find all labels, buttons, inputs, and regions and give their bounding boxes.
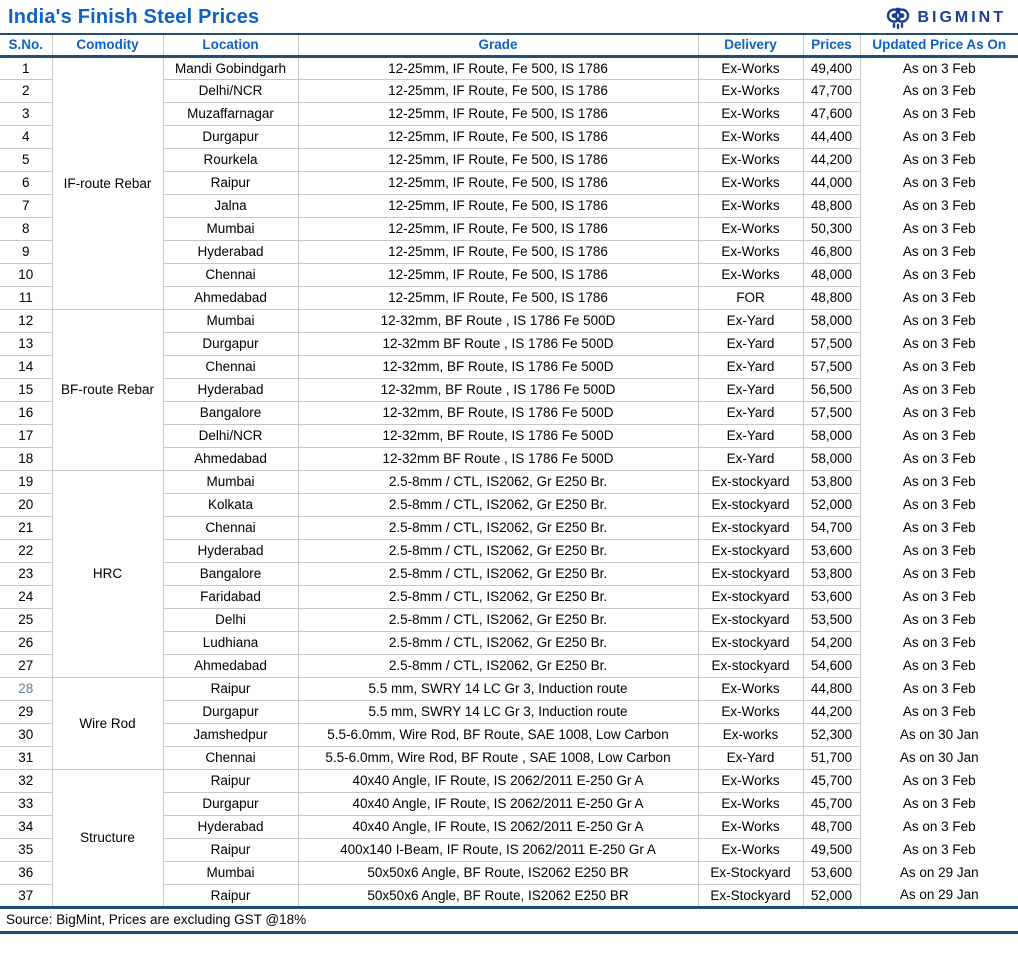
- column-header-delivery: Delivery: [698, 34, 803, 56]
- updated-date-cell: As on 3 Feb: [902, 819, 976, 834]
- grade-cell: 2.5-8mm / CTL, IS2062, Gr E250 Br.: [298, 654, 698, 677]
- price-cell: 45,700: [803, 792, 860, 815]
- grade-cell: 50x50x6 Angle, BF Route, IS2062 E250 BR: [298, 884, 698, 907]
- location-cell: Rourkela: [163, 148, 298, 171]
- delivery-cell: Ex-Yard: [698, 401, 803, 424]
- updated-date-cell: As on 3 Feb: [902, 382, 976, 397]
- table-row-32: [0, 769, 1018, 792]
- location-cell: Jalna: [163, 194, 298, 217]
- comodity-group-cell: Structure: [52, 769, 163, 907]
- sno-cell: 31: [0, 746, 52, 769]
- location-cell: Raipur: [163, 838, 298, 861]
- table-row-19: [0, 470, 1018, 493]
- sno-cell: 24: [0, 585, 52, 608]
- price-cell: 52,300: [803, 723, 860, 746]
- grade-cell: 12-25mm, IF Route, Fe 500, IS 1786: [298, 125, 698, 148]
- location-cell: Mandi Gobindgarh: [163, 56, 298, 79]
- delivery-cell: Ex-Works: [698, 838, 803, 861]
- delivery-cell: FOR: [698, 286, 803, 309]
- sno-cell: 7: [0, 194, 52, 217]
- grade-cell: 12-25mm, IF Route, Fe 500, IS 1786: [298, 217, 698, 240]
- location-cell: Muzaffarnagar: [163, 102, 298, 125]
- delivery-cell: Ex-Works: [698, 148, 803, 171]
- grade-cell: 12-32mm BF Route , IS 1786 Fe 500D: [298, 447, 698, 470]
- price-cell: 53,500: [803, 608, 860, 631]
- location-cell: Delhi/NCR: [163, 424, 298, 447]
- updated-date-cell: As on 3 Feb: [902, 129, 976, 144]
- location-cell: Mumbai: [163, 217, 298, 240]
- location-cell: Raipur: [163, 677, 298, 700]
- sno-cell: 35: [0, 838, 52, 861]
- location-cell: Chennai: [163, 516, 298, 539]
- grade-cell: 2.5-8mm / CTL, IS2062, Gr E250 Br.: [298, 631, 698, 654]
- delivery-cell: Ex-Yard: [698, 309, 803, 332]
- grade-cell: 5.5 mm, SWRY 14 LC Gr 3, Induction route: [298, 700, 698, 723]
- delivery-cell: Ex-stockyard: [698, 470, 803, 493]
- price-cell: 49,400: [803, 56, 860, 79]
- delivery-cell: Ex-Works: [698, 769, 803, 792]
- delivery-cell: Ex-Yard: [698, 746, 803, 769]
- grade-cell: 2.5-8mm / CTL, IS2062, Gr E250 Br.: [298, 608, 698, 631]
- column-header-location: Location: [163, 34, 298, 56]
- location-cell: Hyderabad: [163, 539, 298, 562]
- grade-cell: 12-25mm, IF Route, Fe 500, IS 1786: [298, 194, 698, 217]
- grade-cell: 2.5-8mm / CTL, IS2062, Gr E250 Br.: [298, 470, 698, 493]
- sno-cell: 25: [0, 608, 52, 631]
- grade-cell: 12-25mm, IF Route, Fe 500, IS 1786: [298, 148, 698, 171]
- delivery-cell: Ex-stockyard: [698, 585, 803, 608]
- price-cell: 47,600: [803, 102, 860, 125]
- price-cell: 54,200: [803, 631, 860, 654]
- updated-date-cell: As on 3 Feb: [902, 589, 976, 604]
- delivery-cell: Ex-Yard: [698, 424, 803, 447]
- price-cell: 49,500: [803, 838, 860, 861]
- comodity-group-cell: Wire Rod: [52, 677, 163, 769]
- location-cell: Ahmedabad: [163, 654, 298, 677]
- delivery-cell: Ex-Works: [698, 815, 803, 838]
- grade-cell: 5.5 mm, SWRY 14 LC Gr 3, Induction route: [298, 677, 698, 700]
- grade-cell: 40x40 Angle, IF Route, IS 2062/2011 E-250 Gr A: [298, 792, 698, 815]
- delivery-cell: Ex-Works: [698, 263, 803, 286]
- price-cell: 48,800: [803, 286, 860, 309]
- column-header-updated-price-as-on: Updated Price As On: [860, 34, 1018, 56]
- sno-cell: 12: [0, 309, 52, 332]
- grade-cell: 12-32mm, BF Route, IS 1786 Fe 500D: [298, 355, 698, 378]
- sno-cell: 8: [0, 217, 52, 240]
- price-cell: 53,600: [803, 861, 860, 884]
- location-cell: Chennai: [163, 355, 298, 378]
- sno-cell: 13: [0, 332, 52, 355]
- location-cell: Raipur: [163, 884, 298, 907]
- grade-cell: 12-32mm, BF Route, IS 1786 Fe 500D: [298, 424, 698, 447]
- price-cell: 52,000: [803, 884, 860, 907]
- delivery-cell: Ex-Works: [698, 102, 803, 125]
- price-cell: 44,200: [803, 148, 860, 171]
- sno-cell: 16: [0, 401, 52, 424]
- steel-prices-table: [0, 33, 1018, 909]
- updated-date-cell: As on 3 Feb: [902, 474, 976, 489]
- grade-cell: 5.5-6.0mm, Wire Rod, BF Route, SAE 1008, Low Carbon: [298, 723, 698, 746]
- delivery-cell: Ex-Yard: [698, 378, 803, 401]
- price-cell: 44,000: [803, 171, 860, 194]
- sno-cell: 37: [0, 884, 52, 907]
- price-cell: 44,200: [803, 700, 860, 723]
- updated-date-cell: As on 3 Feb: [902, 405, 976, 420]
- location-cell: Kolkata: [163, 493, 298, 516]
- location-cell: Mumbai: [163, 470, 298, 493]
- table-header-row: [0, 34, 1018, 56]
- sno-cell: 22: [0, 539, 52, 562]
- delivery-cell: Ex-works: [698, 723, 803, 746]
- sno-cell: 5: [0, 148, 52, 171]
- delivery-cell: Ex-stockyard: [698, 654, 803, 677]
- grade-cell: 50x50x6 Angle, BF Route, IS2062 E250 BR: [298, 861, 698, 884]
- grade-cell: 12-25mm, IF Route, Fe 500, IS 1786: [298, 263, 698, 286]
- sno-cell: 26: [0, 631, 52, 654]
- grade-cell: 12-25mm, IF Route, Fe 500, IS 1786: [298, 171, 698, 194]
- grade-cell: 2.5-8mm / CTL, IS2062, Gr E250 Br.: [298, 539, 698, 562]
- updated-date-cell: As on 3 Feb: [902, 612, 976, 627]
- sno-cell: 2: [0, 79, 52, 102]
- sno-cell: 28: [0, 677, 52, 700]
- comodity-group-cell: HRC: [52, 470, 163, 677]
- delivery-cell: Ex-Works: [698, 194, 803, 217]
- table-row-28: [0, 677, 1018, 700]
- updated-date-cell: As on 3 Feb: [902, 244, 976, 259]
- price-cell: 57,500: [803, 355, 860, 378]
- sno-cell: 14: [0, 355, 52, 378]
- updated-date-cell: As on 3 Feb: [902, 543, 976, 558]
- sno-cell: 32: [0, 769, 52, 792]
- grade-cell: 2.5-8mm / CTL, IS2062, Gr E250 Br.: [298, 493, 698, 516]
- updated-date-cell: As on 3 Feb: [902, 566, 976, 581]
- table-row-1: [0, 56, 1018, 79]
- location-cell: Bangalore: [163, 562, 298, 585]
- sno-cell: 21: [0, 516, 52, 539]
- location-cell: Delhi/NCR: [163, 79, 298, 102]
- delivery-cell: Ex-Yard: [698, 447, 803, 470]
- price-cell: 58,000: [803, 309, 860, 332]
- updated-date-cell: As on 3 Feb: [902, 842, 976, 857]
- grade-cell: 12-25mm, IF Route, Fe 500, IS 1786: [298, 79, 698, 102]
- updated-date-cell: As on 3 Feb: [902, 336, 976, 351]
- sno-cell: 18: [0, 447, 52, 470]
- sno-cell: 10: [0, 263, 52, 286]
- delivery-cell: Ex-Stockyard: [698, 861, 803, 884]
- sno-cell: 3: [0, 102, 52, 125]
- delivery-cell: Ex-Works: [698, 700, 803, 723]
- grade-cell: 12-25mm, IF Route, Fe 500, IS 1786: [298, 102, 698, 125]
- updated-date-cell: As on 3 Feb: [902, 152, 976, 167]
- location-cell: Chennai: [163, 746, 298, 769]
- sno-cell: 9: [0, 240, 52, 263]
- delivery-cell: Ex-stockyard: [698, 516, 803, 539]
- price-cell: 53,800: [803, 470, 860, 493]
- grade-cell: 12-25mm, IF Route, Fe 500, IS 1786: [298, 56, 698, 79]
- page-title: India's Finish Steel Prices: [8, 6, 260, 28]
- updated-date-cell: As on 30 Jan: [899, 750, 979, 765]
- location-cell: Chennai: [163, 263, 298, 286]
- price-cell: 53,800: [803, 562, 860, 585]
- price-cell: 56,500: [803, 378, 860, 401]
- updated-date-cell: As on 3 Feb: [902, 83, 976, 98]
- sno-cell: 34: [0, 815, 52, 838]
- sno-cell: 23: [0, 562, 52, 585]
- price-cell: 44,400: [803, 125, 860, 148]
- brand-name: BIGMINT: [917, 8, 1006, 26]
- delivery-cell: Ex-Works: [698, 677, 803, 700]
- comodity-group-cell: BF-route Rebar: [52, 309, 163, 470]
- updated-date-cell: As on 3 Feb: [902, 267, 976, 282]
- location-cell: Durgapur: [163, 332, 298, 355]
- delivery-cell: Ex-stockyard: [698, 539, 803, 562]
- delivery-cell: Ex-Yard: [698, 355, 803, 378]
- comodity-group-cell: IF-route Rebar: [52, 56, 163, 309]
- delivery-cell: Ex-Works: [698, 792, 803, 815]
- grade-cell: 12-25mm, IF Route, Fe 500, IS 1786: [298, 240, 698, 263]
- updated-date-cell: As on 3 Feb: [902, 60, 976, 76]
- updated-date-cell: As on 3 Feb: [902, 704, 976, 719]
- location-cell: Raipur: [163, 171, 298, 194]
- price-cell: 52,000: [803, 493, 860, 516]
- grade-cell: 12-32mm, BF Route , IS 1786 Fe 500D: [298, 309, 698, 332]
- sno-cell: 17: [0, 424, 52, 447]
- delivery-cell: Ex-stockyard: [698, 608, 803, 631]
- grade-cell: 2.5-8mm / CTL, IS2062, Gr E250 Br.: [298, 562, 698, 585]
- delivery-cell: Ex-Yard: [698, 332, 803, 355]
- grade-cell: 12-32mm, BF Route , IS 1786 Fe 500D: [298, 378, 698, 401]
- price-cell: 57,500: [803, 332, 860, 355]
- grade-cell: 40x40 Angle, IF Route, IS 2062/2011 E-250 Gr A: [298, 769, 698, 792]
- location-cell: Mumbai: [163, 309, 298, 332]
- location-cell: Mumbai: [163, 861, 298, 884]
- sno-cell: 20: [0, 493, 52, 516]
- updated-date-cell: As on 3 Feb: [902, 428, 976, 443]
- location-cell: Durgapur: [163, 792, 298, 815]
- sno-cell: 11: [0, 286, 52, 309]
- price-cell: 58,000: [803, 447, 860, 470]
- updated-date-cell: As on 30 Jan: [899, 727, 979, 742]
- source-note: Source: BigMint, Prices are excluding GST @18%: [0, 909, 1018, 934]
- sno-cell: 6: [0, 171, 52, 194]
- grade-cell: 12-25mm, IF Route, Fe 500, IS 1786: [298, 286, 698, 309]
- price-cell: 48,000: [803, 263, 860, 286]
- sno-cell: 29: [0, 700, 52, 723]
- location-cell: Delhi: [163, 608, 298, 631]
- grade-cell: 12-32mm, BF Route, IS 1786 Fe 500D: [298, 401, 698, 424]
- delivery-cell: Ex-stockyard: [698, 562, 803, 585]
- price-cell: 54,600: [803, 654, 860, 677]
- price-cell: 58,000: [803, 424, 860, 447]
- updated-date-cell: As on 3 Feb: [902, 290, 976, 305]
- price-cell: 48,700: [803, 815, 860, 838]
- bigmint-logo: [885, 6, 1010, 30]
- updated-date-cell: As on 3 Feb: [902, 773, 976, 788]
- grade-cell: 400x140 I-Beam, IF Route, IS 2062/2011 E-250 Gr A: [298, 838, 698, 861]
- price-cell: 50,300: [803, 217, 860, 240]
- location-cell: Ahmedabad: [163, 286, 298, 309]
- sno-cell: 36: [0, 861, 52, 884]
- location-cell: Faridabad: [163, 585, 298, 608]
- column-header-s-no: S.No.: [0, 34, 52, 56]
- price-cell: 51,700: [803, 746, 860, 769]
- location-cell: Bangalore: [163, 401, 298, 424]
- updated-date-cell: As on 3 Feb: [902, 635, 976, 650]
- delivery-cell: Ex-stockyard: [698, 631, 803, 654]
- location-cell: Raipur: [163, 769, 298, 792]
- location-cell: Hyderabad: [163, 378, 298, 401]
- price-cell: 46,800: [803, 240, 860, 263]
- updated-date-cell: As on 3 Feb: [902, 359, 976, 374]
- sno-cell: 4: [0, 125, 52, 148]
- price-cell: 57,500: [803, 401, 860, 424]
- delivery-cell: Ex-Works: [698, 79, 803, 102]
- updated-date-cell: As on 3 Feb: [902, 681, 976, 696]
- sno-cell: 30: [0, 723, 52, 746]
- updated-date-cell: As on 3 Feb: [902, 796, 976, 811]
- delivery-cell: Ex-Works: [698, 171, 803, 194]
- delivery-cell: Ex-Works: [698, 125, 803, 148]
- delivery-cell: Ex-Stockyard: [698, 884, 803, 907]
- delivery-cell: Ex-stockyard: [698, 493, 803, 516]
- sno-cell: 33: [0, 792, 52, 815]
- location-cell: Hyderabad: [163, 240, 298, 263]
- location-cell: Durgapur: [163, 125, 298, 148]
- grade-cell: 40x40 Angle, IF Route, IS 2062/2011 E-250 Gr A: [298, 815, 698, 838]
- updated-date-cell: As on 29 Jan: [899, 865, 979, 880]
- column-header-grade: Grade: [298, 34, 698, 56]
- price-cell: 44,800: [803, 677, 860, 700]
- column-header-prices: Prices: [803, 34, 860, 56]
- grade-cell: 2.5-8mm / CTL, IS2062, Gr E250 Br.: [298, 516, 698, 539]
- location-cell: Durgapur: [163, 700, 298, 723]
- grade-cell: 2.5-8mm / CTL, IS2062, Gr E250 Br.: [298, 585, 698, 608]
- updated-date-cell: As on 3 Feb: [902, 198, 976, 213]
- report-topbar: [0, 0, 1018, 33]
- location-cell: Jamshedpur: [163, 723, 298, 746]
- sno-cell: 15: [0, 378, 52, 401]
- updated-date-cell: As on 3 Feb: [902, 313, 976, 328]
- delivery-cell: Ex-Works: [698, 240, 803, 263]
- updated-date-cell: As on 3 Feb: [902, 221, 976, 236]
- updated-date-cell: As on 3 Feb: [902, 175, 976, 190]
- price-cell: 53,600: [803, 539, 860, 562]
- grade-cell: 5.5-6.0mm, Wire Rod, BF Route , SAE 1008, Low Carbon: [298, 746, 698, 769]
- updated-date-cell: As on 3 Feb: [902, 520, 976, 535]
- price-cell: 45,700: [803, 769, 860, 792]
- sno-cell: 27: [0, 654, 52, 677]
- updated-date-cell: As on 3 Feb: [902, 497, 976, 512]
- price-cell: 47,700: [803, 79, 860, 102]
- sno-cell: 19: [0, 470, 52, 493]
- sno-cell: 1: [0, 56, 52, 79]
- grade-cell: 12-32mm BF Route , IS 1786 Fe 500D: [298, 332, 698, 355]
- price-cell: 54,700: [803, 516, 860, 539]
- bigmint-owl-icon: [885, 6, 911, 30]
- delivery-cell: Ex-Works: [698, 56, 803, 79]
- updated-date-cell: As on 3 Feb: [902, 451, 976, 466]
- location-cell: Ludhiana: [163, 631, 298, 654]
- table-row-12: [0, 309, 1018, 332]
- delivery-cell: Ex-Works: [698, 217, 803, 240]
- updated-date-cell: As on 29 Jan: [899, 887, 979, 903]
- updated-date-cell: As on 3 Feb: [902, 106, 976, 121]
- price-cell: 53,600: [803, 585, 860, 608]
- price-cell: 48,800: [803, 194, 860, 217]
- column-header-comodity: Comodity: [52, 34, 163, 56]
- location-cell: Hyderabad: [163, 815, 298, 838]
- location-cell: Ahmedabad: [163, 447, 298, 470]
- updated-date-cell: As on 3 Feb: [902, 658, 976, 673]
